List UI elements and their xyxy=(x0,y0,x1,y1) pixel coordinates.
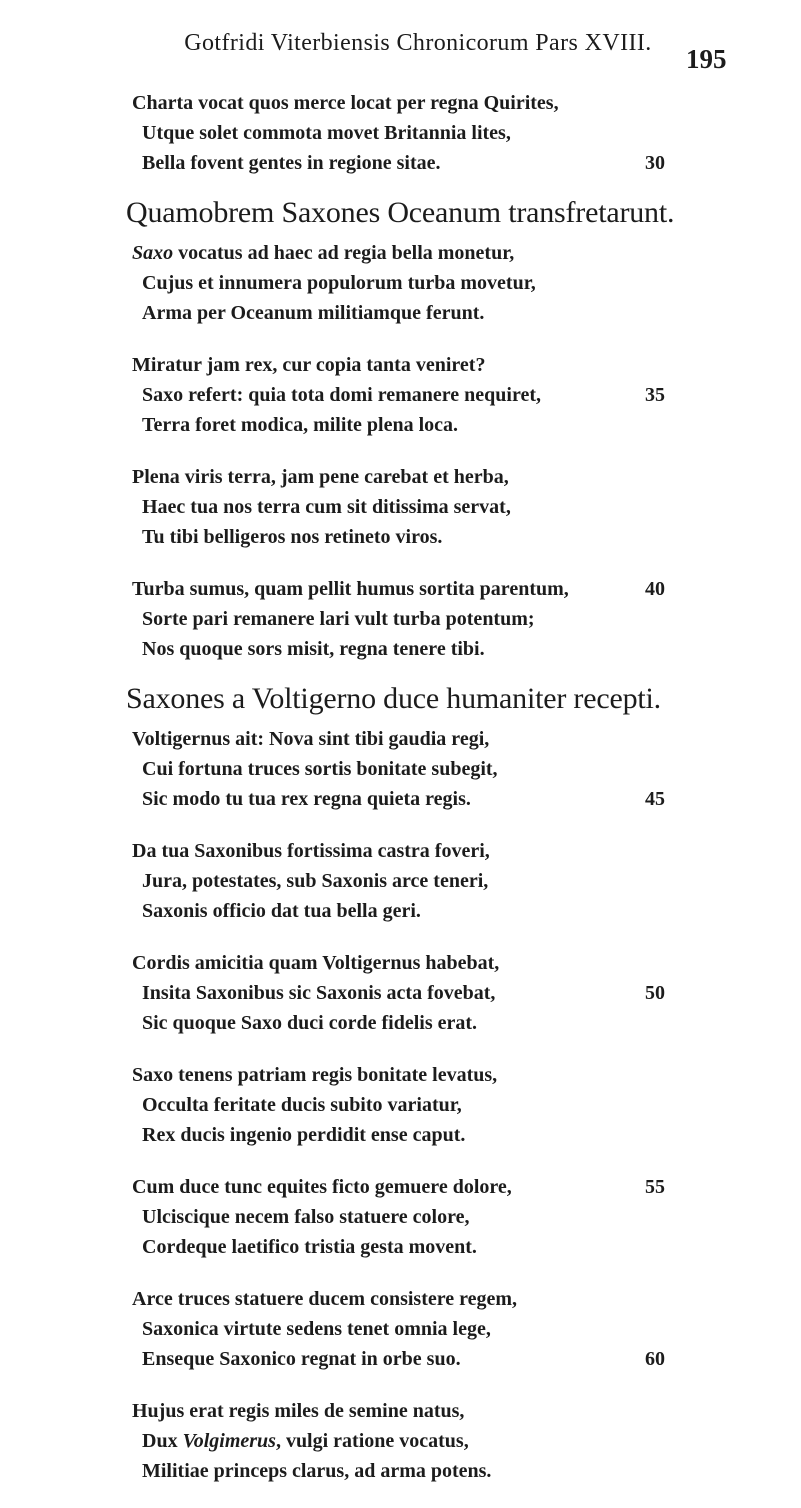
verse-line xyxy=(132,1284,672,1314)
line-number: 50 xyxy=(645,982,665,1004)
verse-line xyxy=(132,754,672,784)
verse-line xyxy=(132,88,672,118)
page-header xyxy=(0,30,801,86)
verse-text: Insita Saxonibus sic Saxonis acta fovebat, xyxy=(142,982,496,1004)
verse-name-italic: Volgimerus xyxy=(182,1430,276,1452)
verse-line xyxy=(132,380,672,410)
verse-line xyxy=(132,896,672,926)
verse-text: Bella fovent gentes in regione sitae. xyxy=(142,152,441,174)
verse-line xyxy=(132,238,672,268)
verse-line xyxy=(132,1314,672,1344)
verse-line xyxy=(132,724,672,754)
stanza xyxy=(132,238,672,328)
verse-line xyxy=(132,1232,672,1262)
verse-text: Da tua Saxonibus fortissima castra foveri, xyxy=(132,840,490,862)
verse-name-italic: Saxo xyxy=(132,242,174,264)
verse-line xyxy=(132,350,672,380)
stanza xyxy=(132,1284,672,1374)
running-head: Gotfridi Viterbiensis Chronicorum Pars XVIII. xyxy=(184,30,652,56)
verse-text: Hujus erat regis miles de semine natus, xyxy=(132,1400,465,1422)
verse-line xyxy=(132,1172,672,1202)
verse-line xyxy=(132,866,672,896)
verse-text: Rex ducis ingenio perdidit ense caput. xyxy=(142,1124,466,1146)
verse-line xyxy=(132,1456,672,1486)
verse-text: Saxonis officio dat tua bella geri. xyxy=(142,900,421,922)
stanza xyxy=(132,574,672,664)
verse-line xyxy=(132,836,672,866)
verse-text: Cordeque laetifico tristia gesta movent. xyxy=(142,1236,477,1258)
verse-text: Sorte pari remanere lari vult turba potentum; xyxy=(142,608,535,630)
verse-line xyxy=(132,784,672,814)
verse-text: Ulciscique necem falso statuere colore, xyxy=(142,1206,470,1228)
verse-text: Cujus et innumera populorum turba movetur, xyxy=(142,272,536,294)
verse-text: Sic modo tu tua rex regna quieta regis. xyxy=(142,788,471,810)
verse-line xyxy=(132,118,672,148)
line-number: 55 xyxy=(645,1176,665,1198)
verse-line xyxy=(132,462,672,492)
verse-text: , vulgi ratione vocatus, xyxy=(275,1430,469,1452)
verse-line xyxy=(132,1090,672,1120)
verse-line xyxy=(132,574,672,604)
stanza xyxy=(132,462,672,552)
verse-text: Enseque Saxonico regnat in orbe suo. xyxy=(142,1348,461,1370)
verse-text: Cui fortuna truces sortis bonitate subegit, xyxy=(142,758,498,780)
line-number: 45 xyxy=(645,788,665,810)
stanza xyxy=(132,724,672,814)
verse-line xyxy=(132,1396,672,1426)
stanza xyxy=(132,948,672,1038)
verse-text: Cum duce tunc equites ficto gemuere dolore, xyxy=(132,1176,512,1198)
section-heading: Quamobrem Saxones Oceanum transfretarunt. xyxy=(126,196,675,229)
verse-text: Saxonica virtute sedens tenet omnia lege, xyxy=(142,1318,491,1340)
verse-text: Tu tibi belligeros nos retineto viros. xyxy=(142,526,443,548)
verse-text: Saxo refert: quia tota domi remanere nequiret, xyxy=(142,384,542,406)
verse-text: Miratur jam rex, cur copia tanta veniret? xyxy=(132,354,486,376)
verse-line xyxy=(132,604,672,634)
stanza xyxy=(132,1172,672,1262)
verse-text: Voltigernus ait: Nova sint tibi gaudia regi, xyxy=(132,728,490,750)
verse-line xyxy=(132,978,672,1008)
line-number: 60 xyxy=(645,1348,665,1370)
verse-text: Nos quoque sors misit, regna tenere tibi. xyxy=(142,638,485,660)
verse-text: Arma per Oceanum militiamque ferunt. xyxy=(142,302,485,324)
verse-text: Militiae princeps clarus, ad arma potens. xyxy=(142,1460,492,1482)
line-number: 35 xyxy=(645,384,665,406)
verse-line xyxy=(132,298,672,328)
page-number: 195 xyxy=(686,44,727,74)
verse-text: Terra foret modica, milite plena loca. xyxy=(142,414,459,436)
stanza xyxy=(132,1396,672,1486)
verse-line xyxy=(132,492,672,522)
verse-text: Arce truces statuere ducem consistere regem, xyxy=(132,1288,518,1310)
verse-line xyxy=(132,148,672,178)
verse-line xyxy=(132,268,672,298)
verse-text: Utque solet commota movet Britannia lites, xyxy=(142,122,511,144)
verse-line xyxy=(132,1120,672,1150)
stanza xyxy=(132,88,672,178)
section-heading: Saxones a Voltigerno duce humaniter recepti. xyxy=(126,682,661,715)
verse-line xyxy=(132,948,672,978)
verse-text: Plena viris terra, jam pene carebat et herba, xyxy=(132,466,509,488)
verse-line xyxy=(132,1344,672,1374)
stanza xyxy=(132,1060,672,1150)
line-number: 30 xyxy=(645,152,665,174)
line-number: 40 xyxy=(645,578,665,600)
verse-text: Haec tua nos terra cum sit ditissima servat, xyxy=(142,496,511,518)
verse-text: vocatus ad haec ad regia bella monetur, xyxy=(173,242,515,264)
poem-body xyxy=(126,88,675,1508)
verse-line xyxy=(132,634,672,664)
stanza xyxy=(132,836,672,926)
verse-text: Cordis amicitia quam Voltigernus habebat, xyxy=(132,952,500,974)
verse-line xyxy=(132,1202,672,1232)
verse-text: Charta vocat quos merce locat per regna Quirites, xyxy=(132,92,559,114)
verse-text: Occulta feritate ducis subito variatur, xyxy=(142,1094,462,1116)
verse-line xyxy=(132,522,672,552)
verse-text: Turba sumus, quam pellit humus sortita parentum, xyxy=(132,578,569,600)
verse-line xyxy=(132,410,672,440)
verse-line xyxy=(132,1060,672,1090)
verse-line xyxy=(132,1008,672,1038)
verse-text: Dux xyxy=(142,1430,183,1452)
verse-text: Jura, potestates, sub Saxonis arce teneri, xyxy=(142,870,489,892)
verse-line xyxy=(132,1426,672,1456)
verse-text: Sic quoque Saxo duci corde fidelis erat. xyxy=(142,1012,478,1034)
stanza xyxy=(132,350,672,440)
verse-text: Saxo tenens patriam regis bonitate levatus, xyxy=(132,1064,498,1086)
